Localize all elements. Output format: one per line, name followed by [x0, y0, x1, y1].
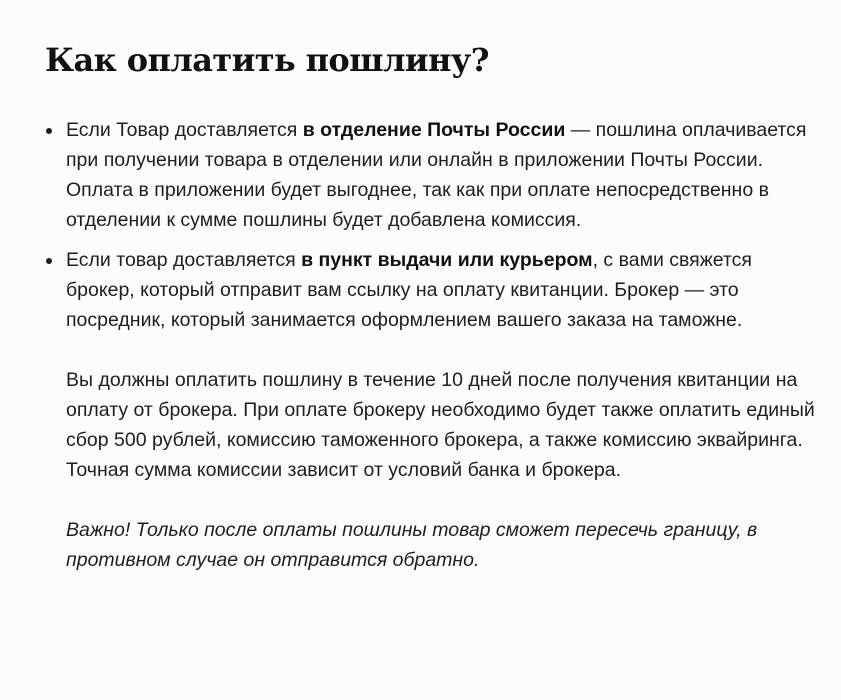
- bullet-icon: [46, 258, 52, 264]
- pickup-text-before: Если товар доставляется: [66, 249, 302, 271]
- pickup-text-after: , с вами свяжется брокер, который отправит вам ссылку на оплату квитанции. Брокер — это посредник, который занимается оформлением вашего заказа на таможне.: [66, 249, 752, 331]
- pickup-emphasis: в пункт выдачи или курьером: [301, 249, 593, 271]
- payment-deadline-paragraph: Вы должны оплатить пошлину в течение 10 дней после получения квитанции на оплату от брокера. При оплате брокеру необходимо будет также оплатить единый сбор 500 рублей, комиссию таможенного брокера, а также комиссию эквайринга. Точная сумма комиссии зависит от условий банка и брокера.: [66, 369, 815, 481]
- post-office-paragraph: [66, 115, 826, 235]
- bullet-icon: [46, 128, 52, 134]
- post-office-text-before: Если Товар доставляется: [66, 119, 303, 141]
- post-office-emphasis: в отделение Почты России: [302, 119, 566, 141]
- important-note: Важно! Только после оплаты пошлины товар сможет пересечь границу, в противном случае он отправится обратно.: [66, 519, 758, 571]
- pickup-courier-paragraph: [66, 245, 826, 335]
- list-item-post-office: [66, 115, 826, 235]
- list-item-pickup-courier: [66, 245, 826, 575]
- payment-info-list: [66, 115, 826, 575]
- post-office-text-after: — пошлина оплачивается при получении товара в отделении или онлайн в приложении Почты России. Оплата в приложении будет выгоднее, так как при оплате непосредственно в отделении к сумме пошлины будет добавлена комиссия.: [66, 119, 807, 231]
- page-title: Как оплатить пошлину?: [45, 41, 489, 79]
